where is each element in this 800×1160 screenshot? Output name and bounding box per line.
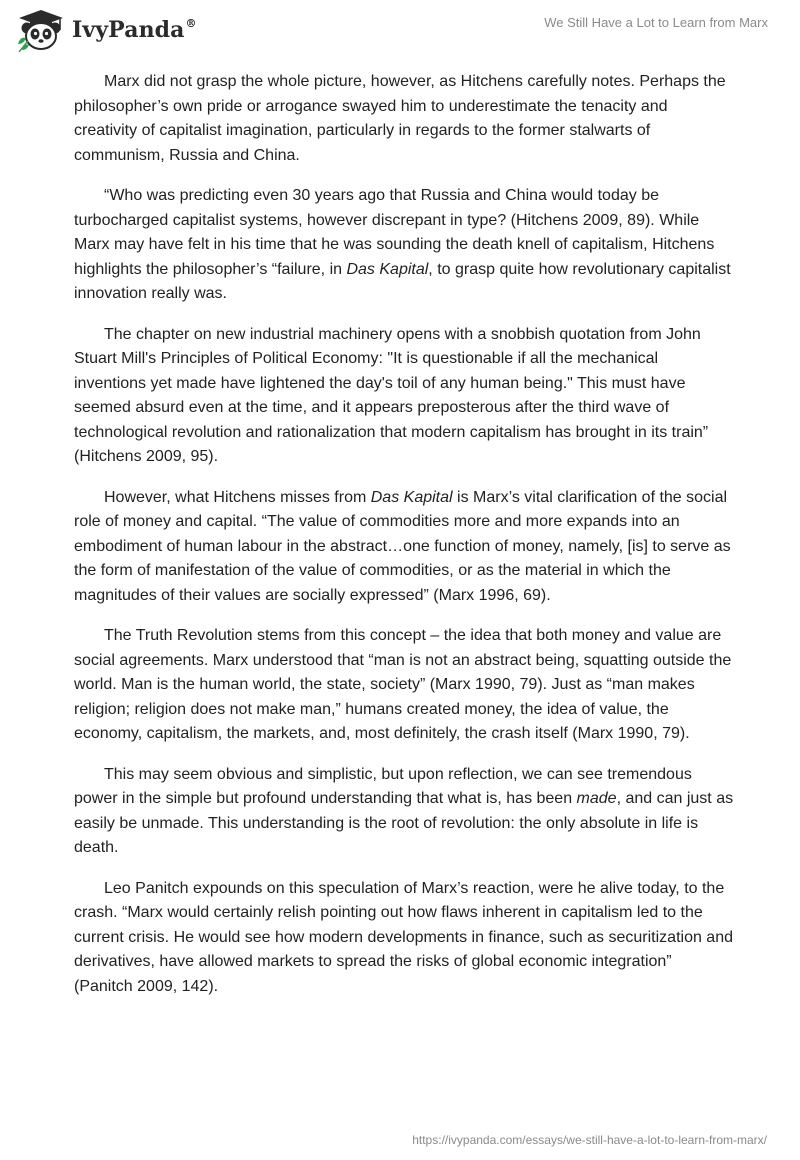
paragraph-text: , and can just as easily be unmade. This understanding is the root of revolution: the only absolute in life is death. bbox=[74, 790, 734, 856]
paragraph-text: is Marx’s vital clarification of the social role of money and capital. “The value of commodities more and more expands into an embodiment of human labour in the abstract…one function of money, namely, [is] to serve as the form of manifestation of the value of commodities, or as the material in which the magnitudes of their values are socially expressed” (Marx 1996, 69). bbox=[74, 488, 731, 604]
panda-graduate-icon bbox=[16, 8, 66, 52]
page-header bbox=[0, 0, 800, 60]
paragraph bbox=[74, 624, 734, 747]
essay-body bbox=[74, 70, 734, 1015]
paragraph-text: Leo Panitch expounds on this speculation of Marx’s reaction, were he alive today, to the crash. “Marx would certainly relish pointing out how flaws inherent in capitalism led to the current crisis. He would see how modern developments in finance, such as securitization and derivatives, have allowed markets to spread the risks of global economic integration” (Panitch 2009, 142). bbox=[74, 879, 733, 995]
brand-name: IvyPanda® bbox=[72, 17, 197, 43]
paragraph bbox=[74, 877, 734, 1000]
registered-mark: ® bbox=[185, 17, 197, 30]
paragraph-text: However, what Hitchens misses from bbox=[104, 488, 371, 506]
italic-title: Das Kapital bbox=[346, 260, 429, 278]
paragraph-text: Marx did not grasp the whole picture, however, as Hitchens carefully notes. Perhaps the philosopher’s own pride or arrogance swayed him to underestimate the tenacity and creativity of capitalist imagination, particularly in regards to the former stalwarts of communism, Russia and China. bbox=[74, 73, 726, 164]
paragraph bbox=[74, 323, 734, 470]
paragraph bbox=[74, 184, 734, 307]
source-url[interactable]: https://ivypanda.com/essays/we-still-have-a-lot-to-learn-from-marx/ bbox=[412, 1133, 767, 1147]
paragraph bbox=[74, 70, 734, 168]
italic-title: Das Kapital bbox=[370, 488, 453, 506]
paragraph-text: “Who was predicting even 30 years ago that Russia and China would today be turbocharged capitalist systems, however discrepant in type? (Hitchens 2009, 89). While Marx may have felt in his time that he was sounding the death knell of capitalism, Hitchens highlights the philosopher’s “failure, in bbox=[74, 187, 715, 278]
ivypanda-logo[interactable] bbox=[16, 8, 197, 52]
paragraph-text: , to grasp quite how revolutionary capitalist innovation really was. bbox=[74, 260, 731, 302]
paragraph-text: The chapter on new industrial machinery opens with a snobbish quotation from John Stuart Mill's Principles of Political Economy: "It is questionable if all the mechanical inventions yet made have lightened the day's toil of any human being." This must have seemed absurd even at the time, and it appears preposterous after the third wave of technological revolution and rationalization that modern capitalism has brought in its train” (Hitchens 2009, 95). bbox=[74, 325, 709, 465]
paragraph-text: This may seem obvious and simplistic, but upon reflection, we can see tremendous power in the simple but profound understanding that what is, has been bbox=[74, 765, 692, 807]
italic-title: made bbox=[576, 790, 617, 807]
paragraph bbox=[74, 486, 734, 609]
paragraph bbox=[74, 763, 734, 861]
paragraph-text: The Truth Revolution stems from this concept – the idea that both money and value are social agreements. Marx understood that “man is not an abstract being, squatting outside the world. Man is the human world, the state, society” (Marx 1990, 79). Just as “man makes religion; religion does not make man,” humans created money, the idea of value, the economy, capitalism, the markets, and, most definitely, the crash itself (Marx 1990, 79). bbox=[74, 627, 732, 742]
document-title: We Still Have a Lot to Learn from Marx bbox=[544, 15, 768, 30]
